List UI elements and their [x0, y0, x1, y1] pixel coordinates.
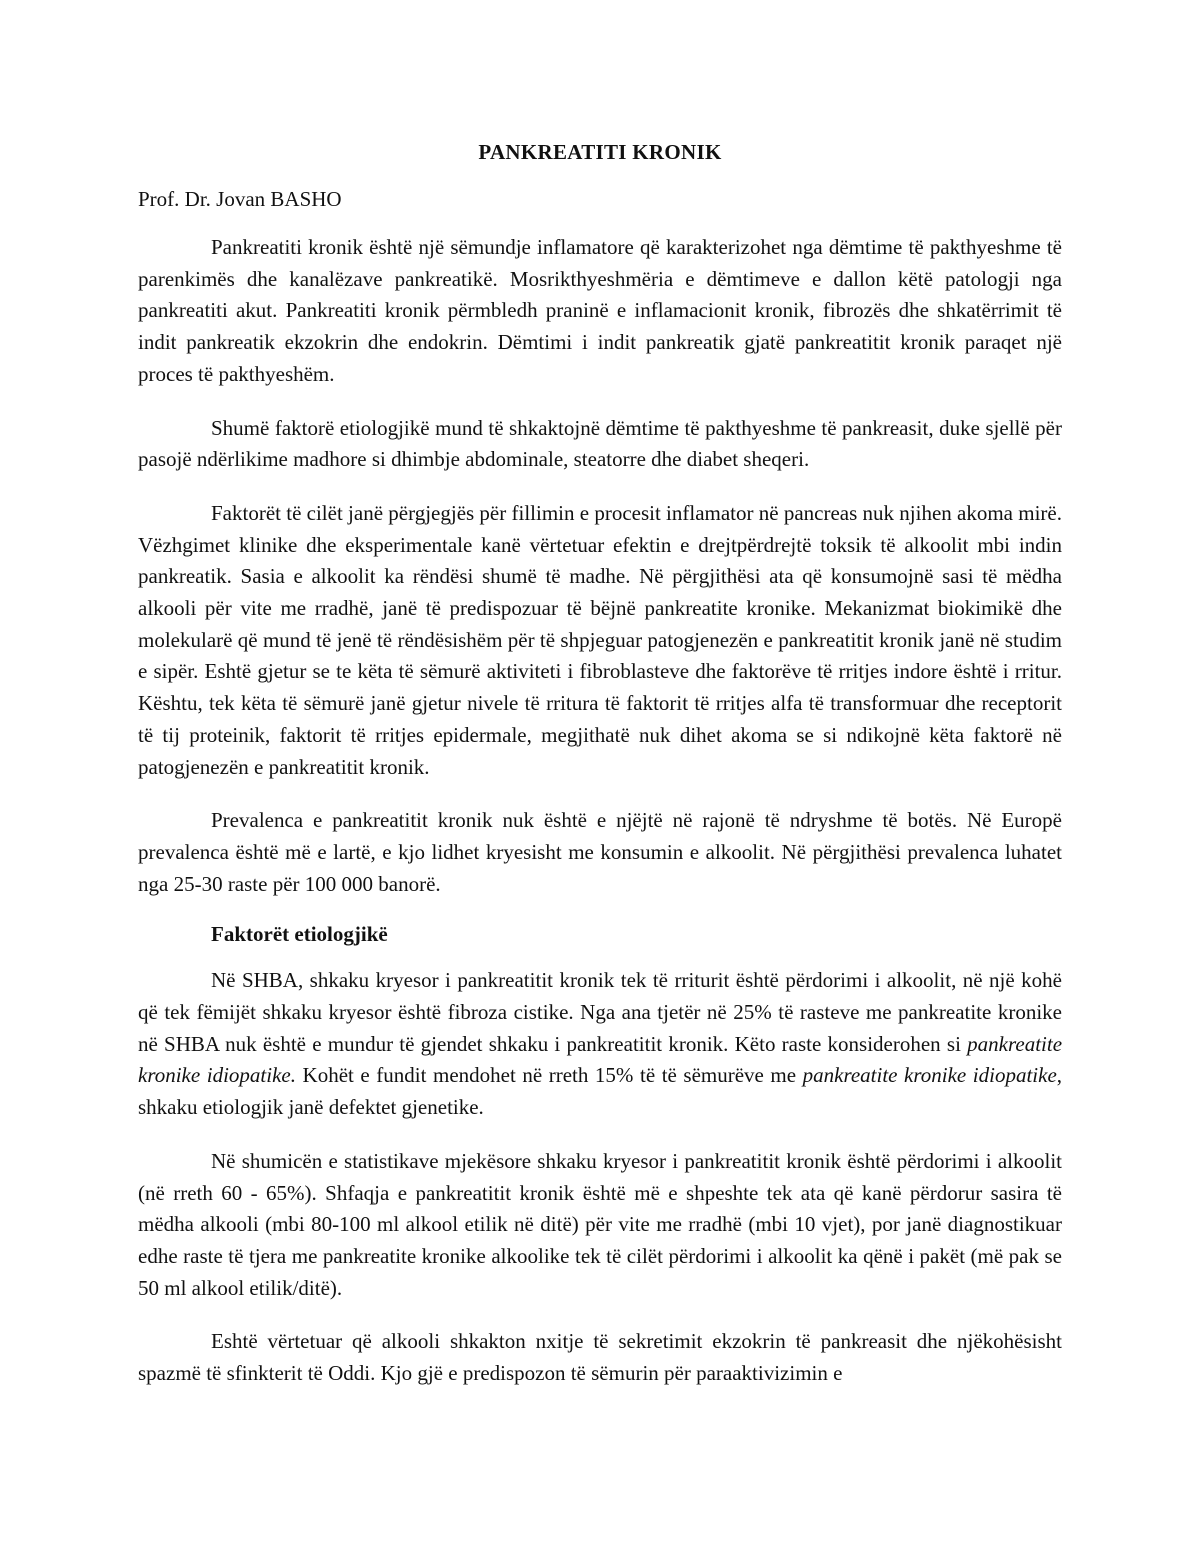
paragraph-text: , shkaku etiologjik janë defektet gjenetike. [138, 1063, 1063, 1120]
paragraph: Eshtë vërtetuar që alkooli shkakton nxitje të sekretimit ekzokrin të pankreasit dhe njëkohësisht spazmë të sfinkterit të Oddi. Kjo gjë e predispozon të sëmurin për paraaktivizimin e [138, 1329, 1062, 1386]
paragraph: Në shumicën e statistikave mjekësore shkaku kryesor i pankreatitit kronik është përdorimi i alkoolit (në rreth 60 - 65%). Shfaqja e pankreatitit kronik është më e shpeshte tek ata që kanë përdorur sasira të mëdha alkooli (mbi 80-100 ml alkool etilik në ditë) për vite me rradhë (mbi 10 vjet), por janë diagnostikuar edhe raste të tjera me pankreatite kronike alkoolike tek të cilët përdorimi i alkoolit ka qënë i pakët (më pak se 50 ml alkool etilik/ditë). [138, 1148, 1062, 1300]
paragraph: Faktorët të cilët janë përgjegjës për fillimin e procesit inflamator në pancreas nuk njihen akoma mirë. Vëzhgimet klinike dhe eksperimentale kanë vërtetuar efektin e drejtpërdrejtë toksik të alkoolit mbi indin pankreatik. Sasia e alkoolit ka rëndësi shumë të madhe. Në përgjithësi ata që konsumojnë sasi të mëdha alkooli për vite me rradhë, janë të predispozuar të bëjnë pankreatite kronike. Mekanizmat biokimikë dhe molekularë që mund të jenë të rëndësishëm për të shpjeguar patogjenezën e pankreatitit kronik janë në studim e sipër. Eshtë gjetur se te këta të sëmurë aktiviteti i fibroblasteve dhe faktorëve të rritjes indore është i rritur. Kështu, tek këta të sëmurë janë gjetur nivele të rritura të faktorit të rritjes alfa të transformuar dhe receptorit të tij proteinik, faktorit të rritjes epidermale, megjithatë nuk dihet akoma se si ndikojnë këta faktorë në patogjenezën e pankreatitit kronik. [138, 500, 1062, 779]
document-title: PANKREATITI KRONIK [478, 140, 722, 164]
author-line: Prof. Dr. Jovan BASHO [138, 187, 342, 211]
section-heading: Faktorët etiologjikë [211, 922, 388, 947]
italic-term: pankreatite kronike idiopatike [802, 1063, 1057, 1088]
paragraph-text: Kohët e fundit mendohet në rreth 15% të të sëmurëve me [295, 1063, 797, 1088]
paragraph [138, 965, 1062, 1124]
paragraph: Prevalenca e pankreatitit kronik nuk është e njëjtë në rajonë të ndryshme të botës. Në Europë prevalenca është më e lartë, e kjo lidhet kryesisht me konsumin e alkoolit. Në përgjithësi prevalenca luhatet nga 25-30 raste për 100 000 banorë. [138, 808, 1062, 896]
paragraph: Pankreatiti kronik është një sëmundje inflamatore që karakterizohet nga dëmtime të pakthyeshme të parenkimës dhe kanalëzave pankreatikë. Mosrikthyeshmëria e dëmtimeve e dallon këtë patologji nga pankreatiti akut. Pankreatiti kronik përmbledh praninë e inflamacionit kronik, fibrozës dhe shkatërrimit të indit pankreatik ekzokrin dhe endokrin. Dëmtimi i indit pankreatik gjatë pankreatitit kronik paraqet një proces të pakthyeshëm. [138, 235, 1062, 386]
paragraph: Shumë faktorë etiologjikë mund të shkaktojnë dëmtime të pakthyeshme të pankreasit, duke sjellë për pasojë ndërlikime madhore si dhimbje abdominale, steatorre dhe diabet sheqeri. [138, 415, 1062, 472]
paragraph-text: Në SHBA, shkaku kryesor i pankreatitit kronik tek të rriturit është përdorimi i alkoolit, në një kohë që tek fëmijët shkaku kryesor është fibroza cistike. Nga ana tjetër në 25% të rasteve me pankreatite kronike në SHBA nuk është e mundur të gjendet shkaku i pankreatitit kronik. Këto raste konsiderohen si [138, 968, 1062, 1056]
italic-term: pankreatite kronike idiopatike. [138, 1031, 1063, 1088]
